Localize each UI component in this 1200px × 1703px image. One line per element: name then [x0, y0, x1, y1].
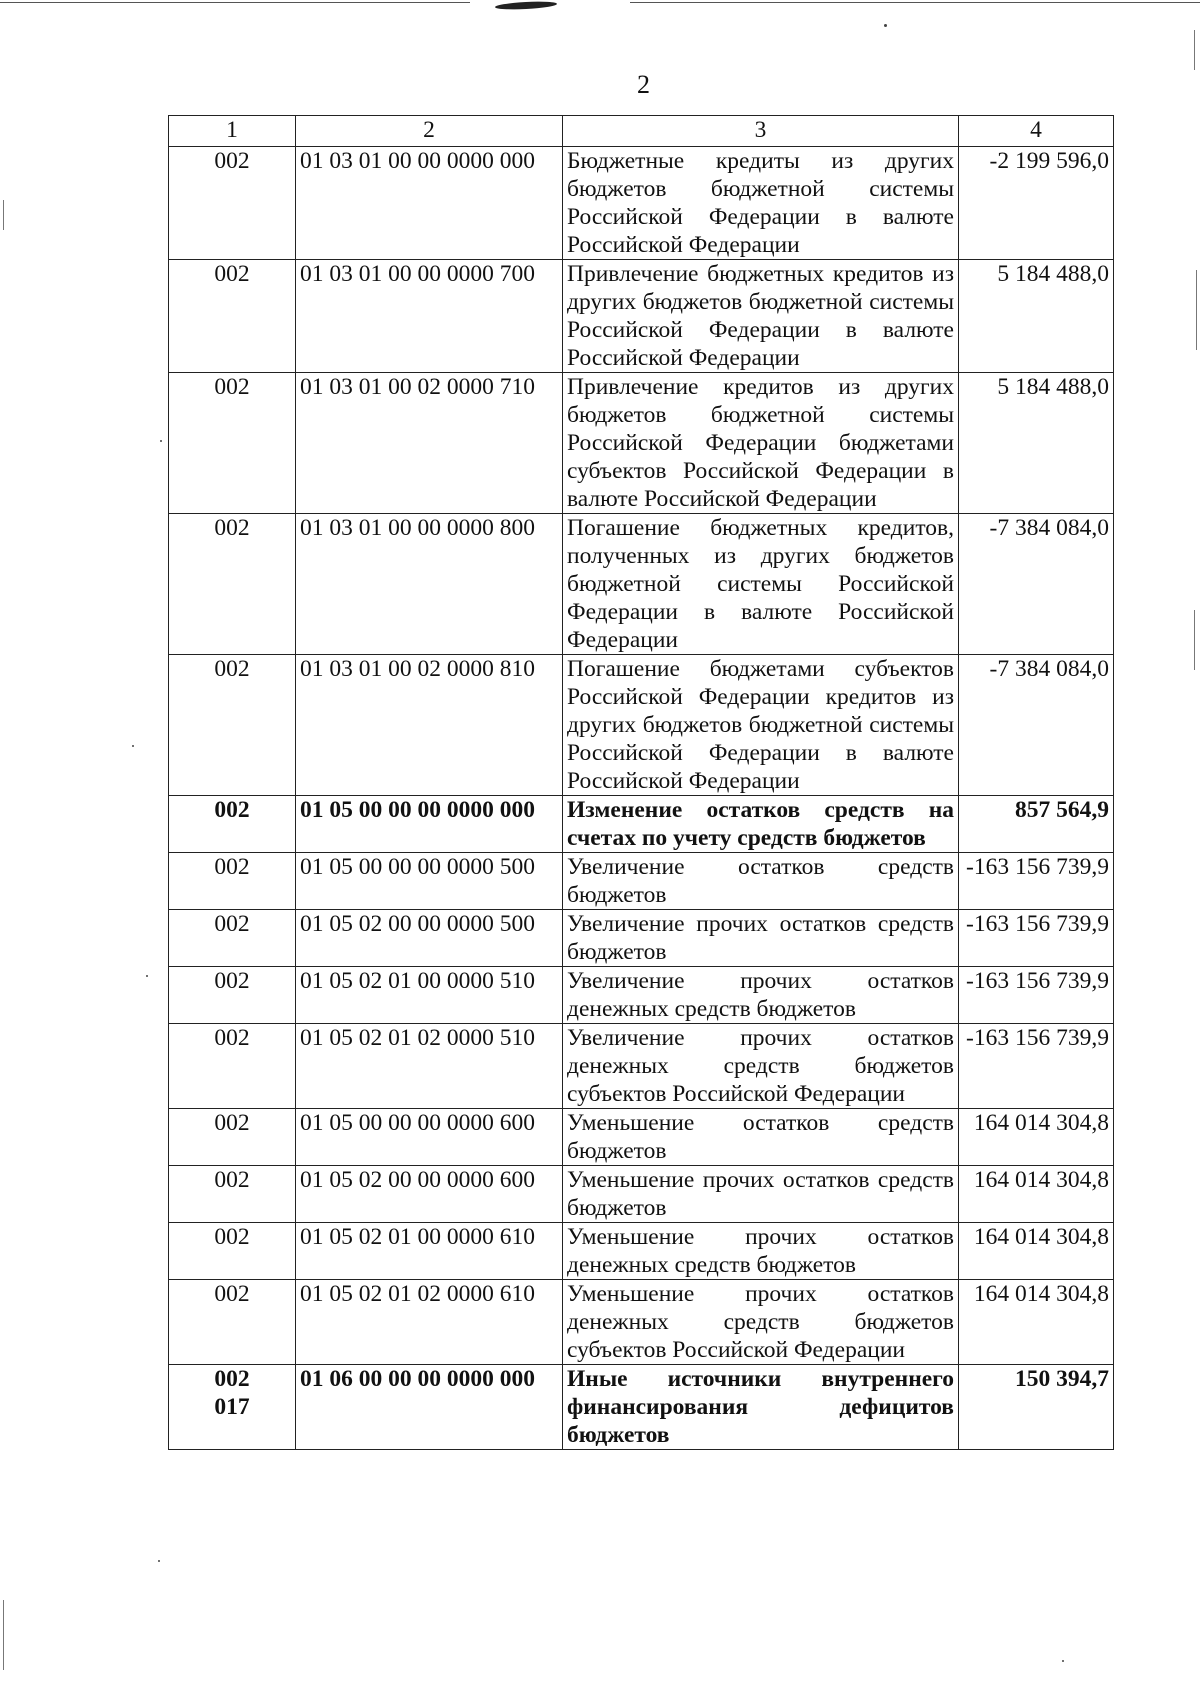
scan-dot: [132, 745, 134, 747]
table-row: [169, 655, 1114, 796]
source-name-cell: Уменьшение прочих остатков средств бюджетов: [563, 1166, 959, 1223]
admin-code-cell: 002 017: [169, 1365, 296, 1450]
kbk-code-cell: 01 03 01 00 00 0000 800: [296, 514, 563, 655]
kbk-code-cell: 01 05 02 00 00 0000 600: [296, 1166, 563, 1223]
source-name-cell: Увеличение прочих остатков средств бюджетов: [563, 910, 959, 967]
kbk-code-cell: 01 05 02 01 02 0000 510: [296, 1024, 563, 1109]
amount-cell: 164 014 304,8: [959, 1280, 1114, 1365]
source-name-cell: Погашение бюджетами субъектов Российской Федерации кредитов из других бюджетов бюджетной системы Российской Федерации в валюте Российской Федерации: [563, 655, 959, 796]
table-row: [169, 1024, 1114, 1109]
amount-cell: -7 384 084,0: [959, 655, 1114, 796]
kbk-code-cell: 01 05 00 00 00 0000 000: [296, 796, 563, 853]
kbk-code-cell: 01 03 01 00 02 0000 710: [296, 373, 563, 514]
kbk-code-cell: 01 05 02 01 00 0000 510: [296, 967, 563, 1024]
table-row: [169, 967, 1114, 1024]
table-row: [169, 796, 1114, 853]
header-col-2: 2: [296, 116, 563, 147]
source-name-cell: Привлечение кредитов из других бюджетов бюджетной системы Российской Федерации бюджетами субъектов Российской Федерации в валюте Российской Федерации: [563, 373, 959, 514]
kbk-code-cell: 01 03 01 00 00 0000 700: [296, 260, 563, 373]
table-header-row: [169, 116, 1114, 147]
admin-code-cell: 002: [169, 796, 296, 853]
amount-cell: 164 014 304,8: [959, 1109, 1114, 1166]
scan-dot: [160, 440, 162, 442]
table-row: [169, 260, 1114, 373]
table-row: [169, 147, 1114, 260]
amount-cell: 150 394,7: [959, 1365, 1114, 1450]
table-row: [169, 853, 1114, 910]
source-name-cell: Погашение бюджетных кредитов, полученных из других бюджетов бюджетной системы Российской Федерации в валюте Российской Федерации: [563, 514, 959, 655]
header-col-1: 1: [169, 116, 296, 147]
scan-border-line: [0, 2, 470, 3]
admin-code-cell: 002: [169, 260, 296, 373]
admin-code-cell: 002: [169, 373, 296, 514]
amount-cell: -7 384 084,0: [959, 514, 1114, 655]
source-name-cell: Бюджетные кредиты из других бюджетов бюджетной системы Российской Федерации в валюте Российской Федерации: [563, 147, 959, 260]
scan-smudge: [495, 0, 557, 10]
amount-cell: -163 156 739,9: [959, 910, 1114, 967]
scan-border-line: [630, 2, 1200, 3]
amount-cell: 164 014 304,8: [959, 1166, 1114, 1223]
kbk-code-cell: 01 05 00 00 00 0000 500: [296, 853, 563, 910]
table-row: [169, 1365, 1114, 1450]
amount-cell: 164 014 304,8: [959, 1223, 1114, 1280]
table-row: [169, 373, 1114, 514]
admin-code-cell: 002: [169, 1280, 296, 1365]
table-row: [169, 514, 1114, 655]
admin-code-cell: 002: [169, 853, 296, 910]
source-name-cell: Увеличение остатков средств бюджетов: [563, 853, 959, 910]
scan-edge-mark: [1194, 610, 1195, 670]
source-name-cell: Привлечение бюджетных кредитов из других бюджетов бюджетной системы Российской Федерации в валюте Российской Федерации: [563, 260, 959, 373]
kbk-code-cell: 01 05 02 00 00 0000 500: [296, 910, 563, 967]
source-name-cell: Уменьшение прочих остатков денежных средств бюджетов: [563, 1223, 959, 1280]
table-row: [169, 1280, 1114, 1365]
admin-code-cell: 002: [169, 1166, 296, 1223]
kbk-code-cell: 01 06 00 00 00 0000 000: [296, 1365, 563, 1450]
scan-dot: [146, 975, 148, 977]
amount-cell: 5 184 488,0: [959, 373, 1114, 514]
page-number: 2: [637, 70, 650, 99]
amount-cell: -163 156 739,9: [959, 853, 1114, 910]
source-name-cell: Уменьшение остатков средств бюджетов: [563, 1109, 959, 1166]
table-row: [169, 1166, 1114, 1223]
header-col-3: 3: [563, 116, 959, 147]
scan-edge-mark: [3, 200, 4, 230]
kbk-code-cell: 01 03 01 00 02 0000 810: [296, 655, 563, 796]
amount-cell: -2 199 596,0: [959, 147, 1114, 260]
kbk-code-cell: 01 03 01 00 00 0000 000: [296, 147, 563, 260]
kbk-code-cell: 01 05 02 01 00 0000 610: [296, 1223, 563, 1280]
source-name-cell: Увеличение прочих остатков денежных средств бюджетов: [563, 967, 959, 1024]
table-row: [169, 910, 1114, 967]
table-row: [169, 1109, 1114, 1166]
scan-edge-mark: [1196, 270, 1197, 350]
scan-edge-mark: [3, 1600, 4, 1670]
scan-dot: [158, 1560, 160, 1562]
amount-cell: 5 184 488,0: [959, 260, 1114, 373]
source-name-cell: Иные источники внутреннего финансирования дефицитов бюджетов: [563, 1365, 959, 1450]
source-name-cell: Увеличение прочих остатков денежных средств бюджетов субъектов Российской Федерации: [563, 1024, 959, 1109]
admin-code-cell: 002: [169, 1109, 296, 1166]
admin-code-cell: 002: [169, 1223, 296, 1280]
admin-code-cell: 002: [169, 655, 296, 796]
scan-dot: [884, 24, 887, 27]
source-name-cell: Уменьшение прочих остатков денежных средств бюджетов субъектов Российской Федерации: [563, 1280, 959, 1365]
scan-edge-mark: [1194, 30, 1195, 70]
amount-cell: -163 156 739,9: [959, 1024, 1114, 1109]
budget-sources-table: [168, 115, 1114, 1450]
admin-code-cell: 002: [169, 967, 296, 1024]
table-body: [169, 147, 1114, 1450]
admin-code-cell: 002: [169, 1024, 296, 1109]
source-name-cell: Изменение остатков средств на счетах по учету средств бюджетов: [563, 796, 959, 853]
kbk-code-cell: 01 05 02 01 02 0000 610: [296, 1280, 563, 1365]
admin-code-cell: 002: [169, 147, 296, 260]
header-col-4: 4: [959, 116, 1114, 147]
amount-cell: -163 156 739,9: [959, 967, 1114, 1024]
amount-cell: 857 564,9: [959, 796, 1114, 853]
table-row: [169, 1223, 1114, 1280]
kbk-code-cell: 01 05 00 00 00 0000 600: [296, 1109, 563, 1166]
admin-code-cell: 002: [169, 514, 296, 655]
scan-dot: [1062, 1660, 1064, 1662]
admin-code-cell: 002: [169, 910, 296, 967]
